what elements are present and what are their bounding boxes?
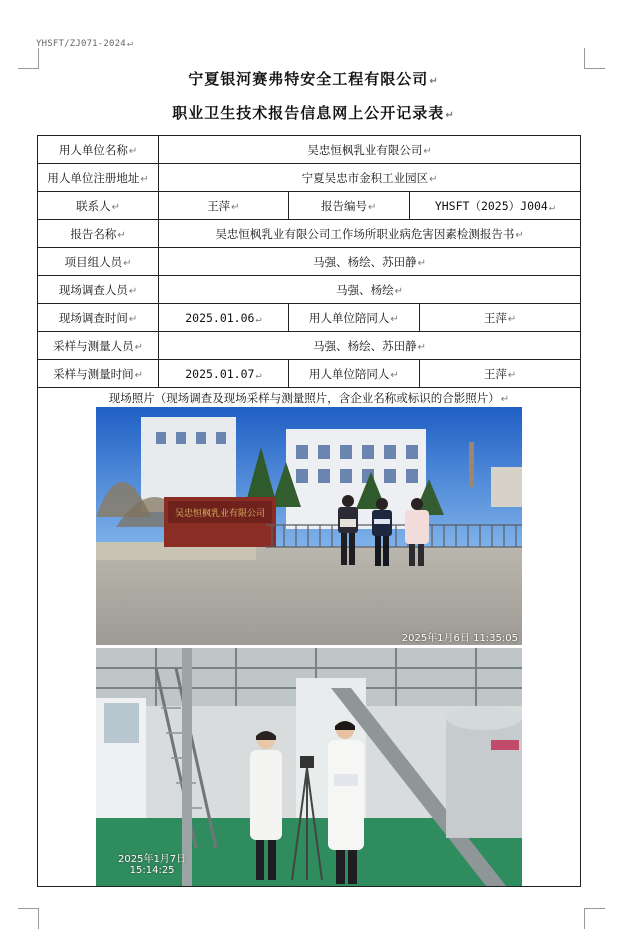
address-value: 宁夏吴忠市金积工业园区↵ — [159, 164, 581, 192]
crop-mark-bottom-right — [584, 908, 605, 929]
row-sampling-staff — [38, 332, 581, 360]
row-photos — [38, 388, 581, 887]
report-name-label: 报告名称↵ — [38, 220, 159, 248]
report-no-label: 报告编号↵ — [288, 192, 409, 220]
crop-mark-bottom-left — [18, 908, 39, 929]
crop-mark-top-right — [584, 48, 605, 69]
escort-label-2: 用人单位陪同人↵ — [288, 360, 420, 388]
survey-staff-value: 马强、杨绘↵ — [159, 276, 581, 304]
company-sign-text: 吴忠恒枫乳业有限公司 — [174, 509, 266, 519]
employer-name-value: 吴忠恒枫乳业有限公司↵ — [159, 136, 581, 164]
photos-caption: 现场照片（现场调查及现场采样与测量照片，含企业名称或标识的合影照片）↵ — [108, 391, 510, 405]
row-survey-staff — [38, 276, 581, 304]
photo2-time: 15:14:25 — [129, 865, 175, 876]
sampling-time-value: 2025.01.07↵ — [159, 360, 288, 388]
form-title: 职业卫生技术报告信息网上公开记录表↵ — [172, 104, 455, 122]
survey-time-label: 现场调查时间↵ — [38, 304, 159, 332]
record-table — [37, 135, 581, 887]
contact-label: 联系人↵ — [38, 192, 159, 220]
photo2-date: 2025年1月7日 — [118, 854, 187, 865]
company-title: 宁夏银河赛弗特安全工程有限公司↵ — [188, 70, 439, 88]
survey-time-value: 2025.01.06↵ — [159, 304, 288, 332]
sampling-staff-value: 马强、杨绘、苏田静↵ — [159, 332, 581, 360]
escort-label-1: 用人单位陪同人↵ — [288, 304, 420, 332]
survey-staff-label: 现场调查人员↵ — [38, 276, 159, 304]
team-label: 项目组人员↵ — [38, 248, 159, 276]
site-survey-photo-image — [96, 407, 522, 645]
site-survey-photo — [96, 407, 522, 645]
row-sampling-time — [38, 360, 581, 388]
contact-value: 王萍↵ — [159, 192, 288, 220]
report-no-value: YHSFT（2025）J004↵ — [409, 192, 580, 220]
escort-value-2: 王萍↵ — [420, 360, 581, 388]
employer-name-label: 用人单位名称↵ — [38, 136, 159, 164]
crop-mark-top-left — [18, 48, 39, 69]
document-code: YHSFT/ZJ071-2024↵ — [36, 38, 134, 49]
row-survey-time — [38, 304, 581, 332]
report-name-value: 吴忠恒枫乳业有限公司工作场所职业病危害因素检测报告书↵ — [159, 220, 581, 248]
escort-value-1: 王萍↵ — [420, 304, 581, 332]
photo1-timestamp: 2025年1月6日 11:35:05 — [401, 633, 518, 644]
photo2-timestamp — [118, 854, 186, 876]
sampling-time-label: 采样与测量时间↵ — [38, 360, 159, 388]
row-contact — [38, 192, 581, 220]
address-label: 用人单位注册地址↵ — [38, 164, 159, 192]
row-report-name — [38, 220, 581, 248]
sampling-photo — [96, 648, 522, 886]
row-team — [38, 248, 581, 276]
photos-cell — [38, 388, 581, 887]
team-value: 马强、杨绘、苏田静↵ — [159, 248, 581, 276]
sampling-staff-label: 采样与测量人员↵ — [38, 332, 159, 360]
sampling-photo-image — [96, 648, 522, 886]
row-address — [38, 164, 581, 192]
row-employer-name — [38, 136, 581, 164]
